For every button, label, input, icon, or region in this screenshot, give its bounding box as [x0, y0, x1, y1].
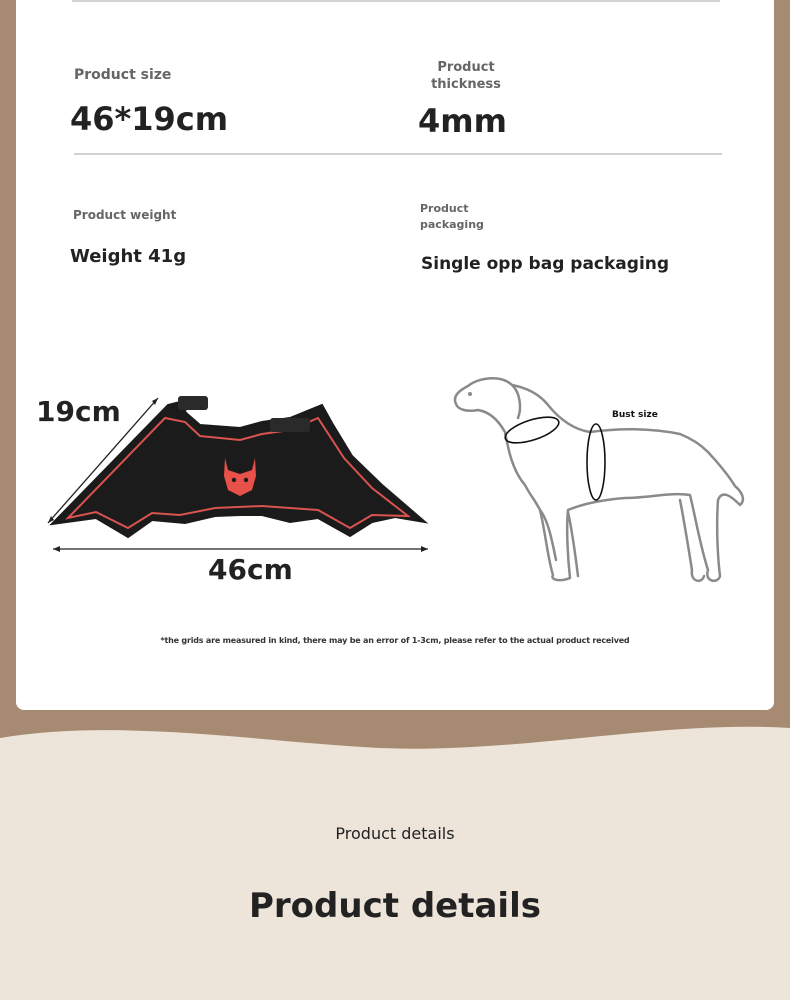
- product-size-value: 46*19cm: [70, 100, 229, 138]
- cream-wave-background: [0, 720, 790, 1000]
- product-thickness-value: 4mm: [418, 102, 507, 140]
- details-subtitle: Product details: [335, 824, 455, 843]
- product-weight-value: Weight 41g: [70, 246, 187, 267]
- width-dimension-label: 46cm: [208, 553, 293, 586]
- bust-measure-ring: [587, 424, 605, 500]
- dog-outline-icon: [455, 378, 743, 581]
- product-packaging-label: Product packaging: [420, 202, 484, 231]
- product-size-label: Product size: [74, 67, 172, 83]
- details-title: Product details: [249, 886, 541, 926]
- measurement-note: *the grids are measured in kind, there may be an error of 1-3cm, please refer to the actual product received: [160, 636, 630, 645]
- neck-measure-ring: [502, 412, 561, 448]
- product-packaging-value: Single opp bag packaging: [421, 254, 670, 274]
- height-dimension-label: 19cm: [36, 395, 121, 428]
- product-weight-label: Product weight: [73, 208, 177, 222]
- bust-size-label: Bust size: [612, 410, 658, 420]
- product-thickness-label: Product thickness: [431, 60, 501, 92]
